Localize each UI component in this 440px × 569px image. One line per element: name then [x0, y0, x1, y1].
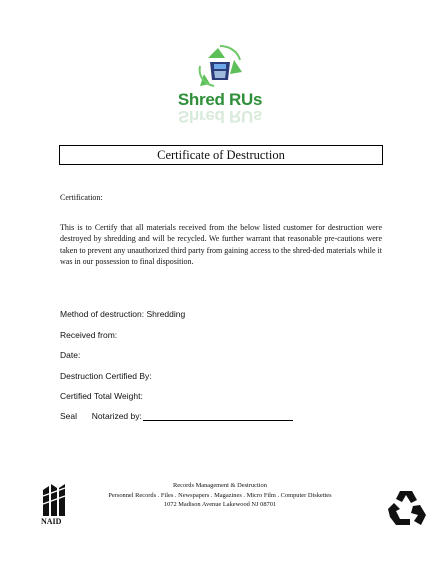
certified-by-field: Destruction Certified By:	[60, 371, 152, 381]
notarized-label: Notarized by:	[91, 411, 142, 421]
seal-label: Seal	[60, 411, 78, 421]
shredrus-logo-icon	[170, 44, 270, 92]
certification-label: Certification:	[60, 193, 103, 202]
certificate-title: Certificate of Destruction	[59, 145, 383, 165]
recycle-logo	[384, 487, 428, 529]
method-field: Method of destruction: Shredding	[60, 309, 186, 319]
date-field: Date:	[60, 350, 81, 360]
certification-paragraph: This is to Certify that all materials received from the below listed customer for destruction were destroyed by shredding and will be recycled. We further warrant that reasonable pre-cautions were taken to prevent any unauthorized third party from gaining access to the shred-ded materials while it was in our possession to final disposition.	[60, 223, 382, 266]
weight-field: Certified Total Weight:	[60, 391, 143, 401]
seal-row	[60, 411, 293, 421]
logo-text-reflection: Shred RUs	[177, 107, 263, 126]
notary-signature-line	[143, 411, 293, 421]
received-from-field: Received from:	[60, 330, 118, 340]
footer-line-3: 1072 Madison Avenue Lakewood NJ 08701	[163, 501, 277, 508]
recycle-icon	[384, 487, 428, 529]
company-logo	[170, 44, 270, 128]
footer-line-2: Personnel Records . Files . Newspapers . Magazines . Micro Film . Computer Diskettes	[108, 491, 332, 499]
footer-line-1: Records Management & Destruction	[173, 482, 267, 489]
footer	[60, 481, 380, 510]
logo-text: Shred RUs	[177, 90, 263, 109]
naid-label: NAID	[41, 517, 62, 526]
